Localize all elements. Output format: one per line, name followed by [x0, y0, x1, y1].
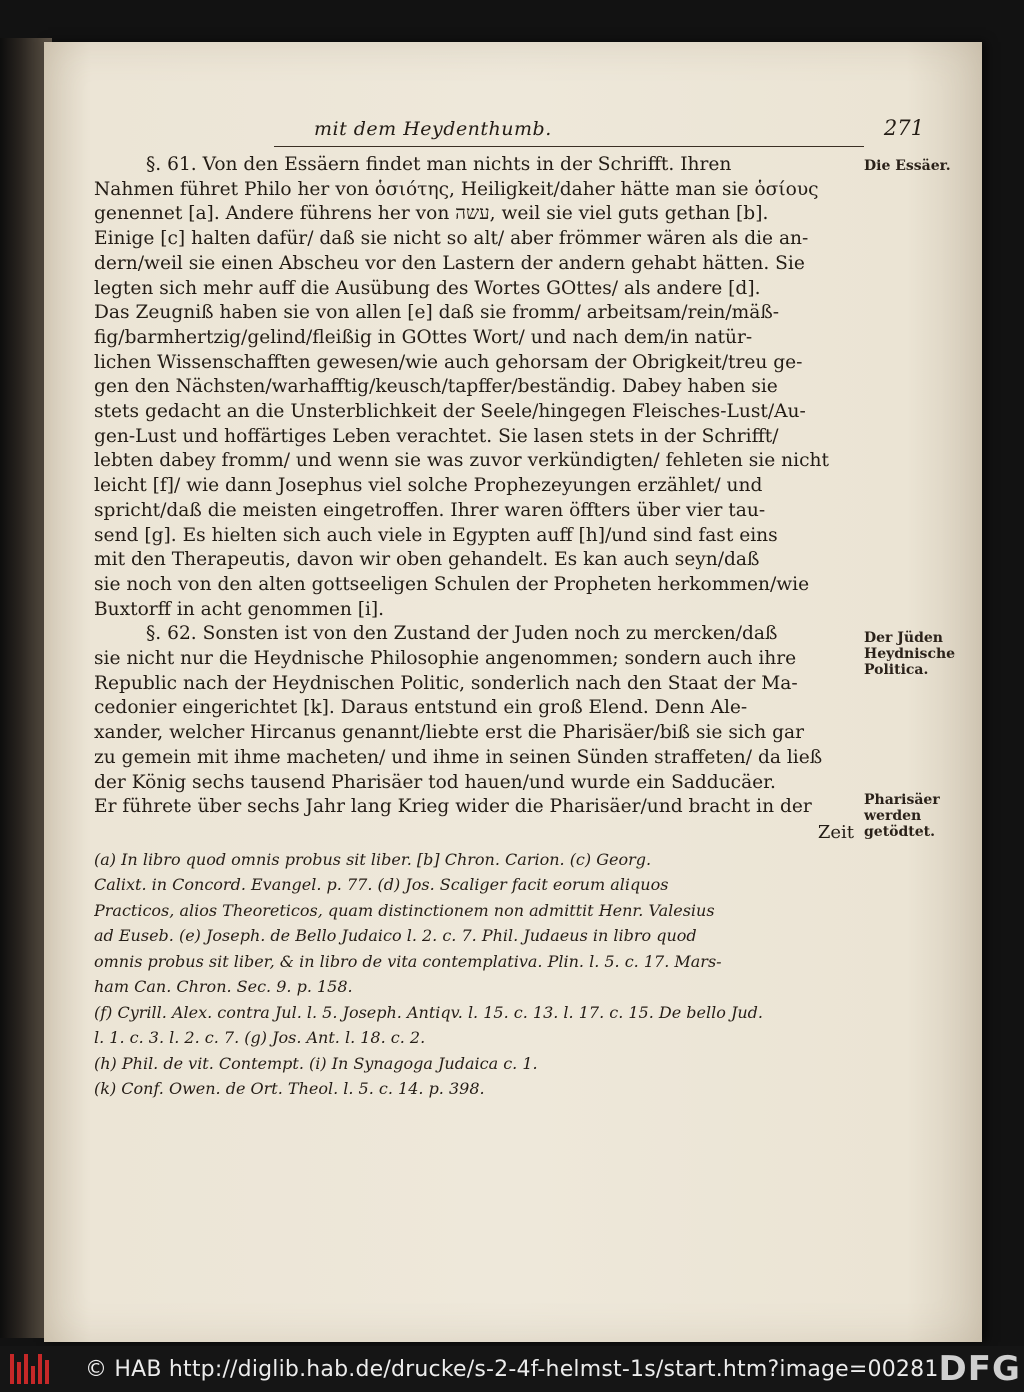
body-line: lebten dabey fromm/ und wenn sie was zuvor verkündigten/ fehleten sie nicht [94, 450, 829, 472]
running-head [274, 112, 924, 147]
book-page [44, 42, 982, 1342]
footnote-line: (h) Phil. de vit. Contempt. (i) In Synagoga Judaica c. 1. [94, 1053, 538, 1073]
body-line: sie nicht nur die Heydnische Philosophie angenommen; sondern auch ihre [94, 648, 797, 670]
footnote-line: omnis probus sit liber, & in libro de vita contemplativa. Plin. l. 5. c. 17. Mars- [94, 951, 722, 971]
body-line: dern/weil sie einen Abscheu vor den Lastern der andern gehabt hätten. Sie [94, 252, 805, 274]
hab-logo-icon[interactable] [10, 1354, 49, 1384]
body-line: spricht/daß die meisten eingetroffen. Ihrer waren öffters über vier tau- [94, 499, 766, 521]
body-line: Republic nach der Heydnischen Politic, sonderlich nach den Staat der Ma- [94, 672, 798, 694]
running-title: mit dem Heydenthumb. [314, 118, 552, 140]
body-line: der König sechs tausend Pharisäer tod hauen/und wurde ein Sadducäer. [94, 771, 776, 793]
body-line: lichen Wissenschafften gewesen/wie auch gehorsam der Obrigkeit/treu ge- [94, 351, 803, 373]
body-line: Nahmen führet Philo her von ὁσιότης, Heiligkeit/daher hätte man sie ὁσίους [94, 178, 819, 200]
body-line: zu gemein mit ihme macheten/ und ihme in seinen Sünden straffeten/ da ließ [94, 746, 823, 768]
page-content [94, 112, 956, 1102]
footnotes [94, 847, 864, 1102]
footnote-line: ad Euseb. (e) Joseph. de Bello Judaico l. 2. c. 7. Phil. Judaeus in libro quod [94, 926, 697, 946]
body-text [94, 153, 864, 820]
body-line: gen-Lust und hoffärtiges Leben verachtet. Sie lasen stets in der Schrifft/ [94, 425, 779, 447]
body-line: fig/barmhertzig/gelind/fleißig in GOttes Wort/ und nach dem/in natür- [94, 326, 753, 348]
body-line: xander, welcher Hircanus genannt/liebte erst die Pharisäer/biß sie sich gar [94, 722, 804, 744]
footnote-line: (a) In libro quod omnis probus sit liber. [b] Chron. Carion. (c) Georg. [94, 849, 652, 869]
body-line: genennet [a]. Andere führens her von עשה, weil sie viel guts gethan [b]. [94, 203, 769, 225]
body-line: gen den Nächsten/warhafftig/keusch/tapffer/beständig. Dabey haben sie [94, 376, 778, 398]
body-line: Das Zeugniß haben sie von allen [e] daß sie fromm/ arbeitsam/rein/mäß- [94, 302, 780, 324]
catchword: Zeit [817, 821, 854, 843]
footnote-line: (f) Cyrill. Alex. contra Jul. l. 5. Joseph. Antiqv. l. 15. c. 13. l. 17. c. 15. De bello Jud. [94, 1002, 763, 1022]
body-line: §. 61. Von den Essäern findet man nichts in der Schrifft. Ihren [146, 154, 732, 175]
body-line: stets gedacht an die Unsterblichkeit der Seele/hingegen Fleisches-Lust/Au- [94, 401, 806, 423]
footnote-line: l. 1. c. 3. l. 2. c. 7. (g) Jos. Ant. l. 18. c. 2. [94, 1028, 426, 1048]
footnote-line: (k) Conf. Owen. de Ort. Theol. l. 5. c. 14. p. 398. [94, 1079, 485, 1099]
body-line: legten sich mehr auff die Ausübung des Wortes GOttes/ als andere [d]. [94, 277, 761, 299]
copyright-link[interactable]: © HAB http://diglib.hab.de/drucke/s-2-4f-helmst-1s/start.htm?image=00281 [85, 1356, 939, 1382]
page-number: 271 [883, 116, 924, 140]
body-line: Er führete über sechs Jahr lang Krieg wider die Pharisäer/und bracht in der [94, 796, 812, 818]
body-line: Einige [c] halten dafür/ daß sie nicht so alt/ aber frömmer wären als die an- [94, 228, 809, 250]
body-line: send [g]. Es hielten sich auch viele in Egypten auff [h]/und sind fast eins [94, 524, 778, 546]
margin-note-essaer: Die Essäer. [864, 158, 951, 174]
body-line: cedonier eingerichtet [k]. Daraus entstund ein groß Elend. Denn Ale- [94, 697, 748, 719]
body-line: mit den Therapeutis, davon wir oben gehandelt. Es kan auch seyn/daß [94, 549, 760, 571]
footnote-line: Practicos, alios Theoreticos, quam distinctionem non admittit Henr. Valesius [94, 900, 715, 920]
body-line: Buxtorff in acht genommen [i]. [94, 598, 385, 620]
footnote-line: ham Can. Chron. Sec. 9. p. 158. [94, 977, 353, 997]
body-line: §. 62. Sonsten ist von den Zustand der Juden noch zu mercken/daß [146, 623, 778, 645]
dfg-logo[interactable]: DFG [938, 1349, 1021, 1389]
body-line: sie noch von den alten gottseeligen Schulen der Propheten herkommen/wie [94, 573, 810, 595]
footer-bar [0, 1346, 1024, 1392]
margin-note-juden-politica: Der Jüden Heydnische Politica. [864, 630, 956, 678]
footnote-line: Calixt. in Concord. Evangel. p. 77. (d) Jos. Scaliger facit eorum aliquos [94, 875, 669, 895]
body-line: leicht [f]/ wie dann Josephus viel solche Prophezeyungen erzählet/ und [94, 475, 763, 497]
margin-note-pharisaer: Pharisäer werden getödtet. [864, 792, 940, 840]
